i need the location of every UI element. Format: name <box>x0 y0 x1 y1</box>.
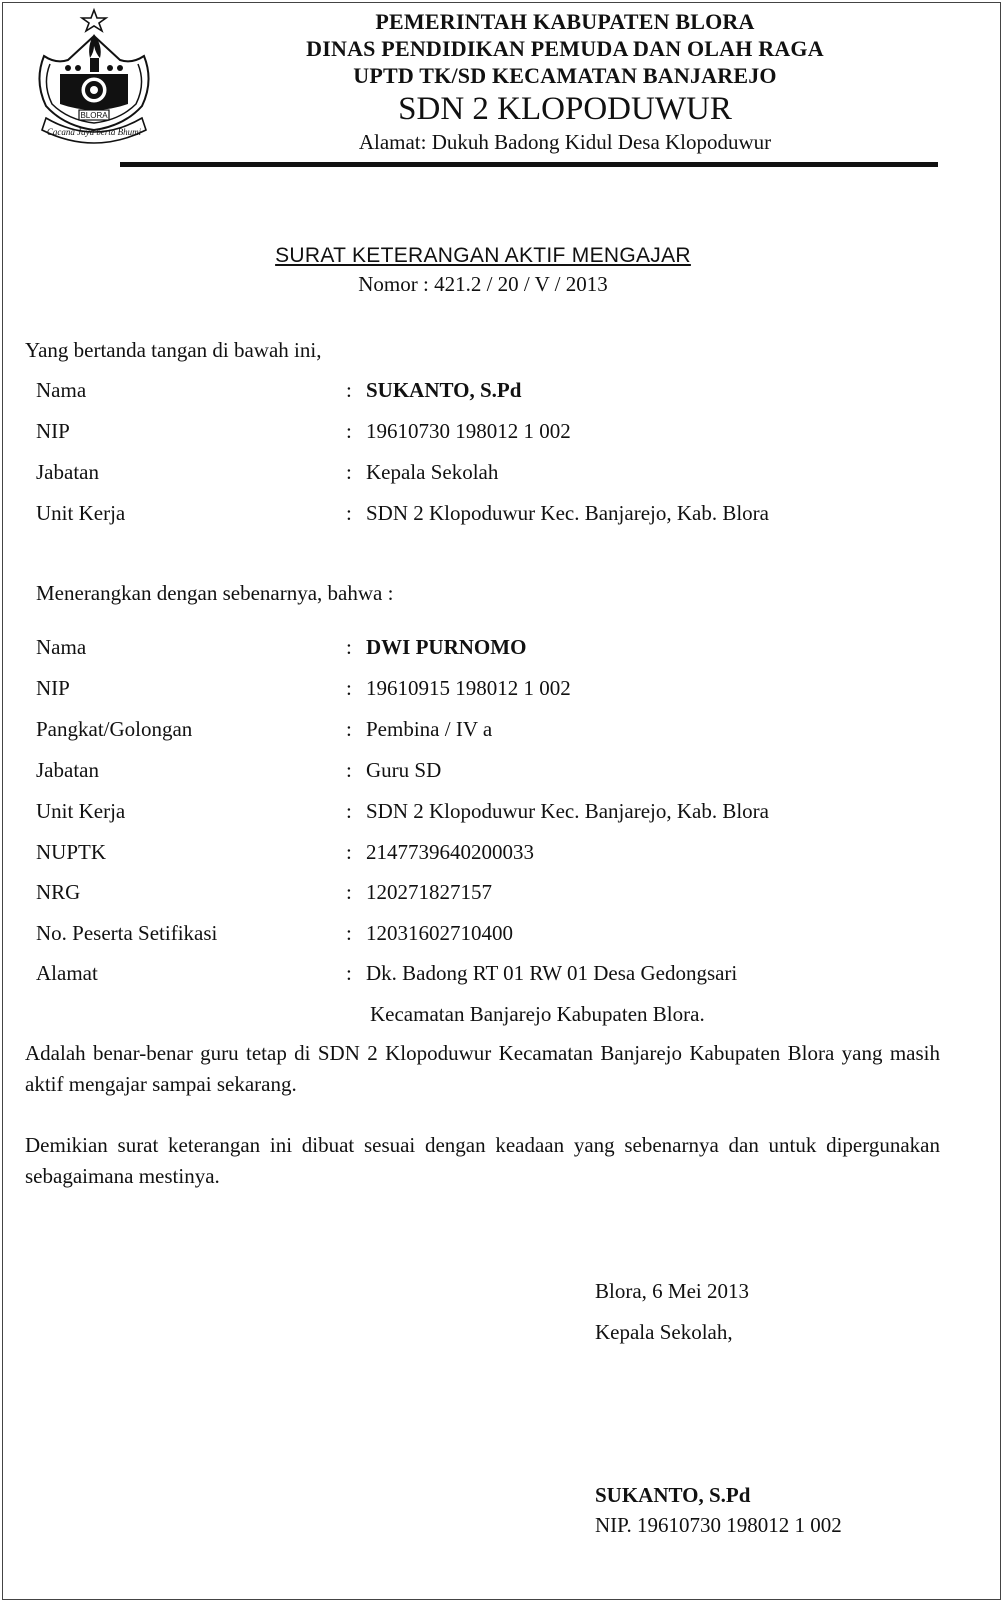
signature-place-date: Blora, 6 Mei 2013 <box>595 1279 749 1303</box>
paragraph-closing: Demikian surat keterangan ini dibuat sesuai dengan keadaan yang sebenarnya dan untuk dipergunakan sebagaimana mestinya. <box>25 1133 940 1188</box>
subject-nuptk-label: NUPTK <box>36 840 107 864</box>
signer-unit-label: Unit Kerja <box>36 501 126 525</box>
colon: : <box>346 460 352 484</box>
statement-text: Menerangkan dengan sebenarnya, bahwa : <box>36 581 394 605</box>
subject-nrg: 120271827157 <box>366 880 492 904</box>
letterhead <box>270 8 860 155</box>
signature-position: Kepala Sekolah, <box>595 1320 733 1344</box>
subject-unit: SDN 2 Klopoduwur Kec. Banjarejo, Kab. Blora <box>366 799 769 823</box>
colon: : <box>346 880 352 904</box>
colon: : <box>346 419 352 443</box>
subject-nip: 19610915 198012 1 002 <box>366 676 571 700</box>
school-name: SDN 2 KLOPODUWUR <box>398 91 732 127</box>
signer-nip: 19610730 198012 1 002 <box>366 419 571 443</box>
subject-nuptk: 2147739640200033 <box>366 840 534 864</box>
colon: : <box>346 676 352 700</box>
signer-unit: SDN 2 Klopoduwur Kec. Banjarejo, Kab. Blora <box>366 501 769 525</box>
colon: : <box>346 758 352 782</box>
colon: : <box>346 840 352 864</box>
colon: : <box>346 717 352 741</box>
letter-number: Nomor : 421.2 / 20 / V / 2013 <box>358 272 608 296</box>
signer-name-label: Nama <box>36 378 87 402</box>
signer-jabatan-label: Jabatan <box>36 460 99 484</box>
subject-sertifikasi-label: No. Peserta Setifikasi <box>36 921 218 945</box>
signature-name: SUKANTO, S.Pd <box>595 1483 751 1507</box>
subject-pangkat-label: Pangkat/Golongan <box>36 717 193 741</box>
subject-unit-label: Unit Kerja <box>36 799 126 823</box>
colon: : <box>346 961 352 985</box>
subject-name: DWI PURNOMO <box>366 635 527 659</box>
signer-jabatan: Kepala Sekolah <box>366 460 499 484</box>
subject-alamat-line-1: Dk. Badong RT 01 RW 01 Desa Gedongsari <box>366 961 738 985</box>
colon: : <box>346 635 352 659</box>
signature-nip: NIP. 19610730 198012 1 002 <box>595 1513 842 1537</box>
subject-sertifikasi: 12031602710400 <box>366 921 513 945</box>
colon: : <box>346 799 352 823</box>
blora-emblem-logo <box>24 6 176 146</box>
logo-label: BLORA <box>80 111 108 120</box>
subject-alamat-line-2: Kecamatan Banjarejo Kabupaten Blora. <box>370 1002 705 1026</box>
subject-jabatan-label: Jabatan <box>36 758 99 782</box>
logo-motto: Cacana Jaya berta Bhumi <box>46 127 142 137</box>
subject-nip-label: NIP <box>36 676 70 700</box>
paragraph-status: Adalah benar-benar guru tetap di SDN 2 Klopoduwur Kecamatan Banjarejo Kabupaten Blora yang masih aktif mengajar sampai sekarang. <box>25 1041 940 1096</box>
header-line-1: PEMERINTAH KABUPATEN BLORA <box>375 9 755 34</box>
subject-name-label: Nama <box>36 635 87 659</box>
intro-text: Yang bertanda tangan di bawah ini, <box>25 338 322 362</box>
subject-pangkat: Pembina / IV a <box>366 717 493 741</box>
subject-jabatan: Guru SD <box>366 758 442 782</box>
colon: : <box>346 921 352 945</box>
subject-nrg-label: NRG <box>36 880 81 904</box>
subject-alamat-label: Alamat <box>36 961 98 985</box>
school-address: Alamat: Dukuh Badong Kidul Desa Klopoduwur <box>358 130 772 154</box>
signer-name: SUKANTO, S.Pd <box>366 378 522 402</box>
header-line-2: DINAS PENDIDIKAN PEMUDA DAN OLAH RAGA <box>306 36 824 61</box>
header-line-3: UPTD TK/SD KECAMATAN BANJAREJO <box>353 63 777 88</box>
letter-title: SURAT KETERANGAN AKTIF MENGAJAR <box>275 244 691 267</box>
colon: : <box>346 501 352 525</box>
signer-nip-label: NIP <box>36 419 70 443</box>
header-rule <box>120 162 938 167</box>
colon: : <box>346 378 352 402</box>
